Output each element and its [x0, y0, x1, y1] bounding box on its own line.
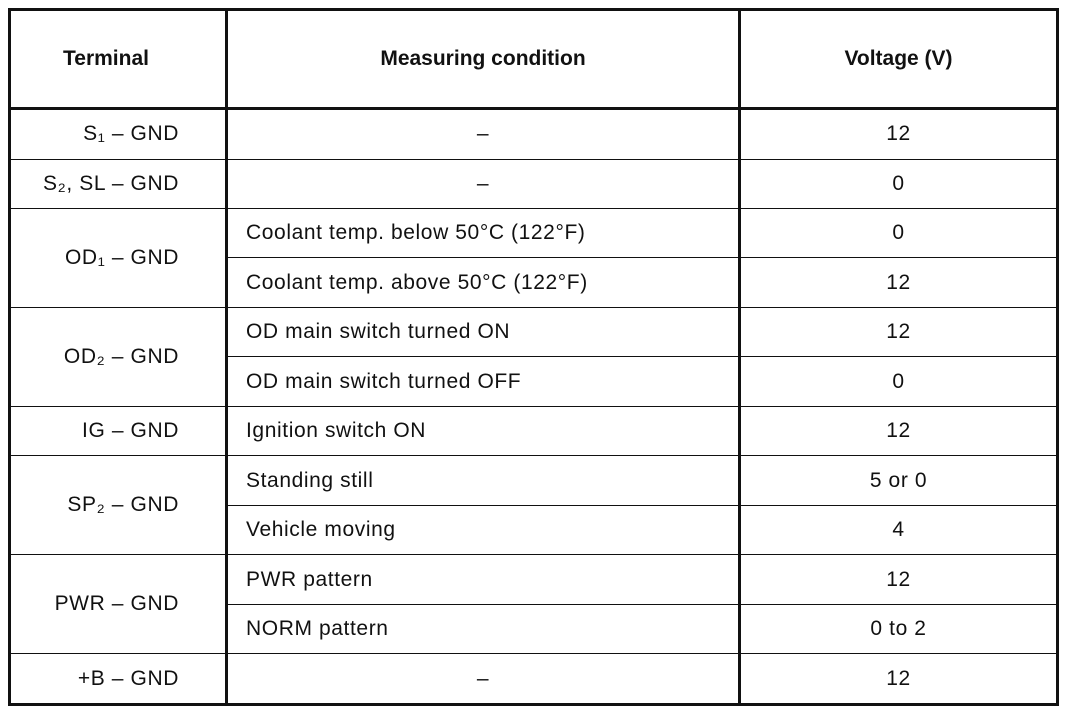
voltage-cell: 5 or 0 — [740, 456, 1058, 505]
voltage-cell: 12 — [740, 654, 1058, 705]
condition-cell: NORM pattern — [227, 604, 740, 653]
table-row — [10, 406, 1058, 455]
voltage-cell: 0 to 2 — [740, 604, 1058, 653]
condition-cell: – — [227, 109, 740, 160]
table-row — [10, 159, 1058, 208]
terminal-cell: OD₁ – GND — [10, 209, 227, 308]
condition-cell: PWR pattern — [227, 555, 740, 604]
voltage-cell: 12 — [740, 406, 1058, 455]
voltage-cell: 0 — [740, 209, 1058, 258]
voltage-header: Voltage (V) — [740, 10, 1058, 109]
table-row — [10, 654, 1058, 705]
terminal-cell: IG – GND — [10, 406, 227, 455]
voltage-cell: 0 — [740, 159, 1058, 208]
terminal-cell: S₁ – GND — [10, 109, 227, 160]
terminal-cell: S₂, SL – GND — [10, 159, 227, 208]
voltage-specification-table — [8, 8, 1059, 706]
terminal-cell: PWR – GND — [10, 555, 227, 654]
voltage-cell: 0 — [740, 357, 1058, 406]
voltage-cell: 12 — [740, 258, 1058, 307]
voltage-cell: 12 — [740, 109, 1058, 160]
table-row — [10, 209, 1058, 258]
condition-cell: Coolant temp. above 50°C (122°F) — [227, 258, 740, 307]
condition-cell: OD main switch turned OFF — [227, 357, 740, 406]
voltage-cell: 4 — [740, 505, 1058, 554]
table-row — [10, 456, 1058, 505]
voltage-cell: 12 — [740, 555, 1058, 604]
terminal-cell: SP₂ – GND — [10, 456, 227, 555]
condition-cell: Vehicle moving — [227, 505, 740, 554]
condition-cell: – — [227, 654, 740, 705]
table-row — [10, 109, 1058, 160]
voltage-cell: 12 — [740, 307, 1058, 356]
condition-cell: OD main switch turned ON — [227, 307, 740, 356]
terminal-cell: OD₂ – GND — [10, 307, 227, 406]
condition-cell: Standing still — [227, 456, 740, 505]
condition-header: Measuring condition — [227, 10, 740, 109]
table-row — [10, 555, 1058, 604]
header-row — [10, 10, 1058, 109]
condition-cell: Ignition switch ON — [227, 406, 740, 455]
condition-cell: – — [227, 159, 740, 208]
terminal-cell: +B – GND — [10, 654, 227, 705]
terminal-header: Terminal — [10, 10, 227, 109]
condition-cell: Coolant temp. below 50°C (122°F) — [227, 209, 740, 258]
table-row — [10, 307, 1058, 356]
